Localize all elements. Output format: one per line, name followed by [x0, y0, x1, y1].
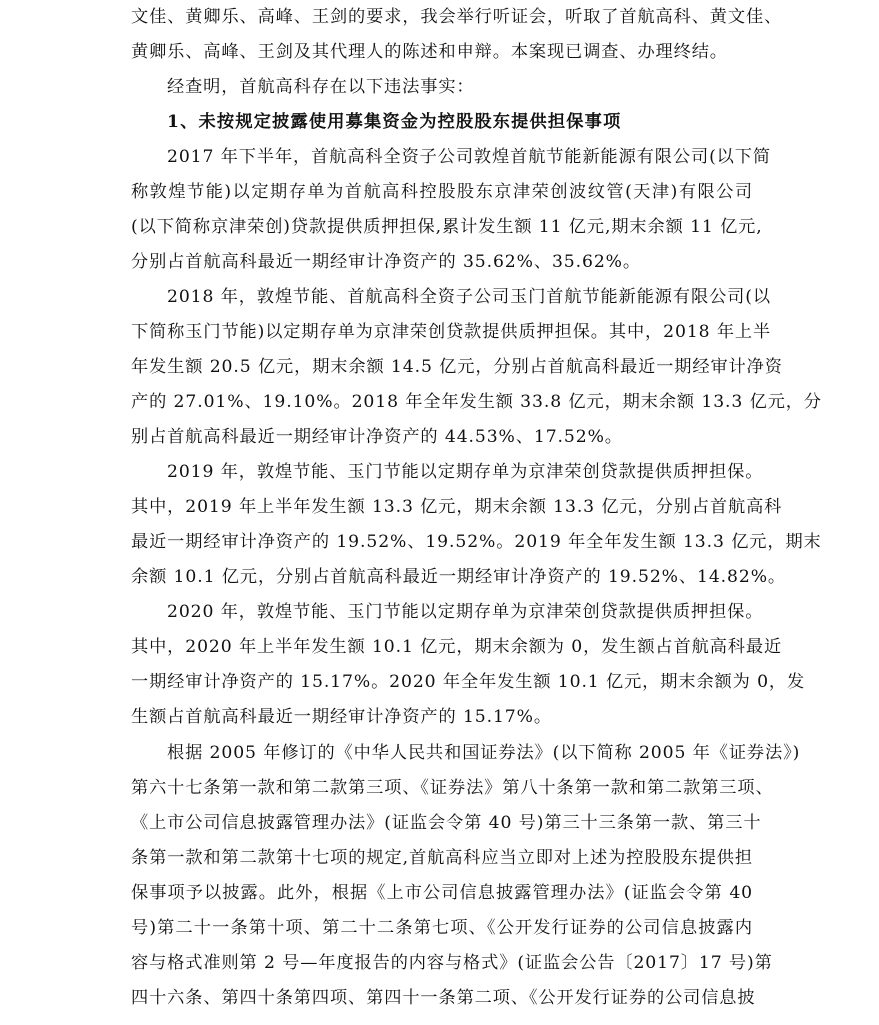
text-line: 分别占首航高科最近一期经审计净资产的 35.62%、35.62%。: [131, 252, 641, 272]
text-line: 文佳、黄卿乐、高峰、王剑的要求，我会举行听证会，听取了首航高科、黄文佳、: [131, 7, 783, 27]
text-line: 2018 年，敦煌节能、首航高科全资子公司玉门首航节能新能源有限公司(以: [167, 287, 771, 307]
text-line: 别占首航高科最近一期经审计净资产的 44.53%、17.52%。: [131, 427, 623, 447]
paragraph-intro-findings: 经查明，首航高科存在以下违法事实：: [167, 77, 475, 97]
text-line: 《上市公司信息披露管理办法》(证监会令第 40 号)第三十三条第一款、第三十: [131, 813, 762, 833]
text-line: 最近一期经审计净资产的 19.52%、19.52%。2019 年全年发生额 13.3 亿元，期末: [131, 532, 822, 552]
text-line: 第六十七条第一款和第二款第三项、《证券法》第八十条第一款和第二款第三项、: [131, 778, 774, 798]
text-line: 黄卿乐、高峰、王剑及其代理人的陈述和申辩。本案现已调查、办理终结。: [131, 42, 728, 62]
text-line: 年发生额 20.5 亿元，期末余额 14.5 亿元，分别占首航高科最近一期经审计净资: [131, 357, 783, 377]
text-line: 根据 2005 年修订的《中华人民共和国证券法》(以下简称 2005 年《证券法》): [167, 743, 801, 763]
text-line: 称敦煌节能)以定期存单为首航高科控股股东京津荣创波纹管(天津)有限公司: [131, 182, 753, 202]
text-line: 余额 10.1 亿元，分别占首航高科最近一期经审计净资产的 19.52%、14.82%。: [131, 567, 787, 587]
text-line: 号)第二十一条第十项、第二十二条第七项、《公开发行证券的公司信息披露内: [131, 918, 753, 938]
text-line: 四十六条、第四十条第四项、第四十一条第二项、《公开发行证券的公司信息披: [131, 988, 756, 1008]
text-line: 2017 年下半年，首航高科全资子公司敦煌首航节能新能源有限公司(以下简: [167, 147, 771, 167]
text-line: 保事项予以披露。此外，根据《上市公司信息披露管理办法》(证监会令第 40: [131, 883, 753, 903]
text-line: 其中，2019 年上半年发生额 13.3 亿元，期末余额 13.3 亿元，分别占首航高科: [131, 497, 783, 517]
text-line: (以下简称京津荣创)贷款提供质押担保,累计发生额 11 亿元,期末余额 11 亿元,: [131, 217, 763, 237]
text-line: 容与格式准则第 2 号—年度报告的内容与格式》(证监会公告〔2017〕17 号)第: [131, 953, 773, 973]
text-line: 下简称玉门节能)以定期存单为京津荣创贷款提供质押担保。其中，2018 年上半: [131, 322, 772, 342]
section-heading: 1、未按规定披露使用募集资金为控股股东提供担保事项: [167, 112, 622, 132]
text-line: 生额占首航高科最近一期经审计净资产的 15.17%。: [131, 707, 552, 727]
text-line: 2020 年，敦煌节能、玉门节能以定期存单为京津荣创贷款提供质押担保。: [167, 602, 764, 622]
text-line: 2019 年，敦煌节能、玉门节能以定期存单为京津荣创贷款提供质押担保。: [167, 462, 764, 482]
text-line: 条第一款和第二款第十七项的规定,首航高科应当立即对上述为控股股东提供担: [131, 848, 753, 868]
text-line: 产的 27.01%、19.10%。2018 年全年发生额 33.8 亿元，期末余额 13.3 亿元，分: [131, 392, 822, 412]
text-line: 一期经审计净资产的 15.17%。2020 年全年发生额 10.1 亿元，期末余额为 0，发: [131, 672, 806, 692]
text-line: 其中，2020 年上半年发生额 10.1 亿元，期末余额为 0，发生额占首航高科最近: [131, 637, 783, 657]
